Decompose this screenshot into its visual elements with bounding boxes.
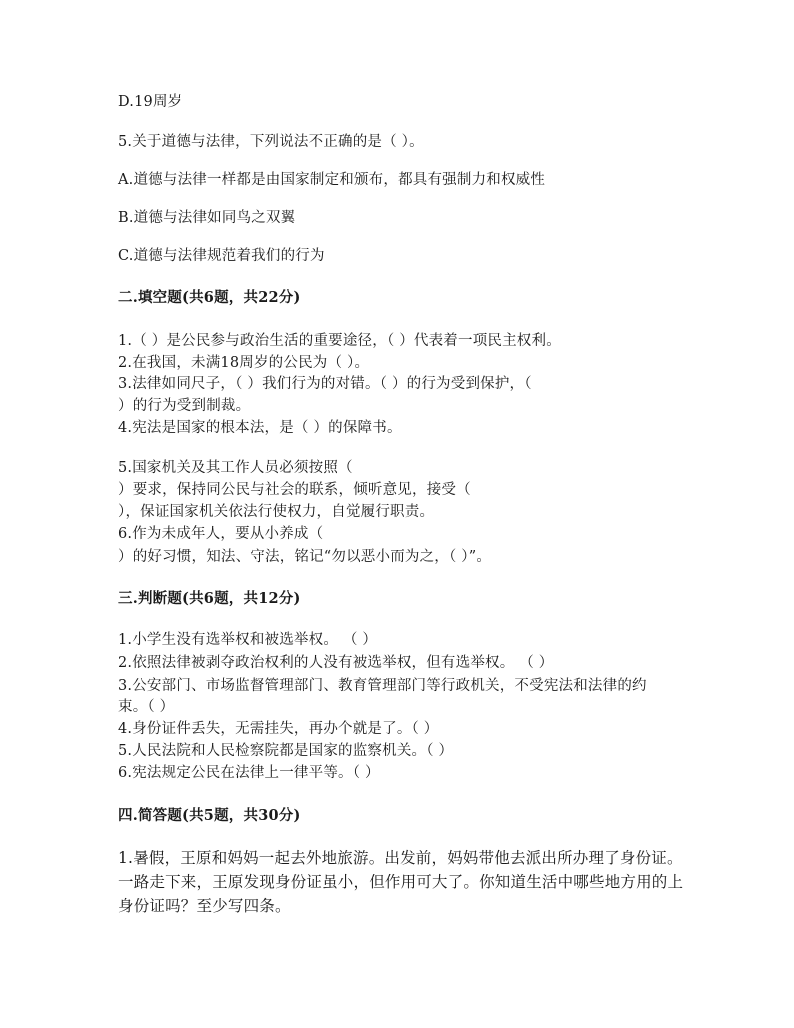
q5-option-b: B.道德与法律如同鸟之双翼	[118, 210, 296, 226]
fill-line-3: 3.法律如同尺子，（ ）我们行为的对错。（ ）的行为受到保护，（	[118, 376, 532, 392]
section-heading-fill-in: 二.填空题(共6题，共22分)	[118, 289, 301, 306]
fill-line-8: ），保证国家机关依法行使权力，自觉履行职责。	[118, 504, 435, 520]
q4-option-d: D.19周岁	[118, 94, 183, 110]
q5-option-c: C.道德与法律规范着我们的行为	[118, 248, 325, 264]
q5-stem: 5.关于道德与法律，下列说法不正确的是（ ）。	[118, 134, 424, 150]
fill-line-2: 2.在我国，未满18周岁的公民为（ ）。	[118, 355, 370, 371]
section-heading-true-false: 三.判断题(共6题，共12分)	[118, 590, 301, 607]
q5-option-a: A.道德与法律一样都是由国家制定和颁布，都具有强制力和权威性	[118, 172, 546, 188]
sa-line-2: 一路走下来，王原发现身份证虽小，但作用可大了。你知道生活中哪些地方用的上	[118, 873, 684, 891]
tf-line-2: 2.依照法律被剥夺政治权利的人没有被选举权，但有选举权。 （ ）	[118, 655, 554, 671]
section-heading-short-answer: 四.简答题(共5题，共30分)	[118, 807, 301, 824]
fill-line-4: ）的行为受到制裁。	[118, 398, 251, 414]
fill-line-1: 1.（ ）是公民参与政治生活的重要途径，（ ）代表着一项民主权利。	[118, 333, 561, 349]
tf-line-6: 5.人民法院和人民检察院都是国家的监察机关。（ ）	[118, 743, 454, 759]
sa-line-3: 身份证吗？至少写四条。	[118, 897, 291, 915]
tf-line-4: 束。（ ）	[118, 699, 175, 715]
fill-line-7: ）要求，保持同公民与社会的联系，倾听意见，接受（	[118, 482, 471, 498]
fill-line-9: 6.作为未成年人，要从小养成（	[118, 526, 324, 542]
fill-line-10: ）的好习惯，知法、守法，铭记“勿以恶小而为之，（ ）”。	[118, 549, 492, 565]
tf-line-3: 3.公安部门、市场监督管理部门、教育管理部门等行政机关，不受宪法和法律的约	[118, 678, 647, 694]
fill-line-5: 4.宪法是国家的根本法，是（ ）的保障书。	[118, 420, 402, 436]
sa-line-1: 1.暑假，王原和妈妈一起去外地旅游。出发前，妈妈带他去派出所办理了身份证。	[118, 849, 683, 867]
fill-line-6: 5.国家机关及其工作人员必须按照（	[118, 460, 353, 476]
tf-line-1: 1.小学生没有选举权和被选举权。 （ ）	[118, 632, 378, 648]
tf-line-5: 4.身份证件丢失，无需挂失，再办个就是了。（ ）	[118, 721, 439, 737]
tf-line-7: 6.宪法规定公民在法律上一律平等。（ ）	[118, 765, 380, 781]
